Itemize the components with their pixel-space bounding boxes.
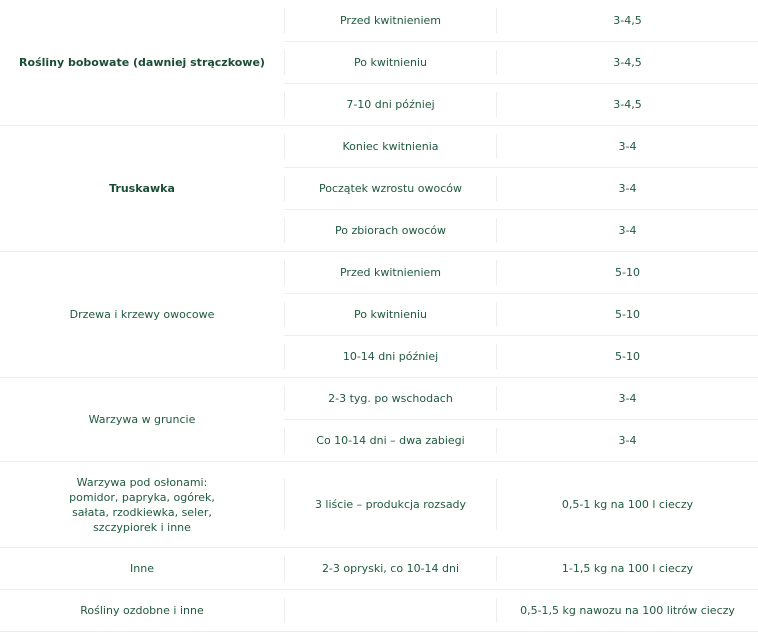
stage-cell: Początek wzrostu owoców <box>284 176 496 201</box>
table-row <box>284 336 758 377</box>
crop-name-cell: Truskawka <box>109 182 175 195</box>
crop-name-cell: Rośliny ozdobne i inne <box>80 604 204 617</box>
table-row <box>284 42 758 84</box>
crop-group <box>0 378 758 462</box>
stage-rows <box>284 590 758 631</box>
table-row <box>284 420 758 461</box>
crop-name-cell: Warzywa w gruncie <box>88 413 196 426</box>
dose-cell: 0,5-1,5 kg nawozu na 100 litrów cieczy <box>496 598 758 623</box>
table-row <box>284 210 758 251</box>
table-row <box>284 294 758 336</box>
crop-name-cell: Rośliny bobowate (dawniej strączkowe) <box>19 56 265 69</box>
crop-group <box>0 126 758 252</box>
stage-rows <box>284 252 758 377</box>
stage-cell: 3 liście – produkcja rozsady <box>284 479 496 530</box>
stage-rows <box>284 126 758 251</box>
dose-cell: 3-4 <box>496 428 758 453</box>
dose-cell: 3-4 <box>496 176 758 201</box>
dose-cell: 5-10 <box>496 302 758 327</box>
crop-group <box>0 0 758 126</box>
crop-group <box>0 462 758 548</box>
crop-name-cell: Drzewa i krzewy owocowe <box>69 308 215 321</box>
stage-cell: Przed kwitnieniem <box>284 8 496 33</box>
dose-cell: 3-4 <box>496 134 758 159</box>
table-row <box>284 84 758 125</box>
crop-name-cell: Inne <box>130 562 154 575</box>
stage-rows <box>284 0 758 125</box>
stage-cell <box>284 598 496 623</box>
stage-rows <box>284 462 758 547</box>
table-row <box>284 590 758 631</box>
stage-rows <box>284 378 758 461</box>
stage-cell: Po kwitnieniu <box>284 302 496 327</box>
stage-cell: Przed kwitnieniem <box>284 260 496 285</box>
dose-cell: 3-4 <box>496 386 758 411</box>
stage-cell: Po zbiorach owoców <box>284 218 496 243</box>
dose-cell: 3-4 <box>496 218 758 243</box>
table-row <box>284 252 758 294</box>
dose-cell: 1-1,5 kg na 100 l cieczy <box>496 556 758 581</box>
stage-cell: 10-14 dni później <box>284 344 496 369</box>
crop-name-cell: Warzywa pod osłonami: pomidor, papryka, ogórek, sałata, rzodkiewka, seler, szczypiorek i inne <box>69 475 215 534</box>
stage-cell: 7-10 dni później <box>284 92 496 117</box>
table-row <box>284 548 758 589</box>
crop-group <box>0 252 758 378</box>
table-row <box>284 0 758 42</box>
crop-group <box>0 590 758 632</box>
crop-group <box>0 548 758 590</box>
dose-cell: 5-10 <box>496 344 758 369</box>
table-row <box>284 378 758 420</box>
dose-cell: 0,5-1 kg na 100 l cieczy <box>496 479 758 530</box>
stage-cell: Co 10-14 dni – dwa zabiegi <box>284 428 496 453</box>
stage-rows <box>284 548 758 589</box>
dose-cell: 5-10 <box>496 260 758 285</box>
stage-cell: Koniec kwitnienia <box>284 134 496 159</box>
dose-cell: 3-4,5 <box>496 50 758 75</box>
stage-cell: 2-3 tyg. po wschodach <box>284 386 496 411</box>
stage-cell: Po kwitnieniu <box>284 50 496 75</box>
dose-cell: 3-4,5 <box>496 8 758 33</box>
table-row <box>284 462 758 547</box>
table-row <box>284 126 758 168</box>
table-row <box>284 168 758 210</box>
stage-cell: 2-3 opryski, co 10-14 dni <box>284 556 496 581</box>
dose-cell: 3-4,5 <box>496 92 758 117</box>
